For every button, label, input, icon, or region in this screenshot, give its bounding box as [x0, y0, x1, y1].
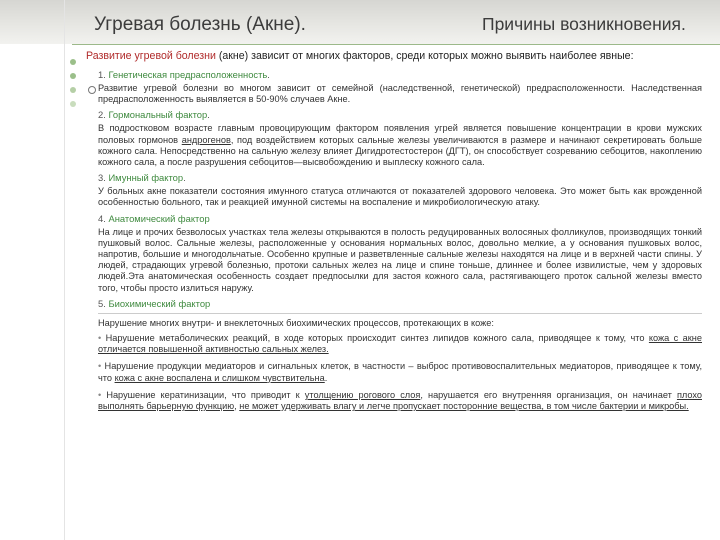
bullet-icon: • — [98, 361, 102, 372]
item-text: Нарушение кератинизации, что приводит к — [101, 389, 305, 400]
section-heading: 3. Имунный фактор. — [98, 172, 186, 184]
decorative-circles-icon — [68, 56, 78, 120]
section-biochemical — [86, 298, 702, 412]
section-number: 3. — [98, 172, 109, 184]
header-banner — [0, 0, 720, 44]
underlined-term: андрогенов — [181, 134, 231, 145]
section-paragraph: Развитие угревой болезни во многом зависит от семейной (наследственной, генетической) предрасположенности. Наследственная предрасположенность выявляется в 50-90% случаев Акне. — [98, 83, 702, 105]
section-number: 4. — [98, 212, 109, 224]
intro-highlight: Развитие угревой болезни — [86, 50, 216, 62]
bullet-icon: • — [98, 389, 102, 400]
underlined-text: кожа с акне отличается повышенной активностью сальных желез. — [98, 333, 702, 355]
section-anatomic — [86, 213, 702, 294]
section-paragraph: На лице и прочих безволосых участках тела железы открываются в полость редуцированных волосяных фолликулов, производящих тонкий пушковый волос. Сальные железы, расположенные у основания нормальных волос, довольно мелкие, а у основания пушковых волос, напротив, большие и многодольчатые. Особенно крупные и разветвленные сальные железы находятся на лице и в верхней части спины. У людей, страдающих угревой болезнью, протоки сальных желез на лице и спине тоньше, длиннее и более извилистые, чем у здоровых людей.Эта анатомическая особенность создает предпосылки для застоя кожного сала, растягивающего проток сальной железы вместо того, чтобы просто излиться наружу. — [98, 226, 702, 293]
item-text: , нарушается его внутренняя организация, он начинает — [420, 389, 677, 400]
circle-bullet-icon — [88, 86, 96, 94]
slide-subtitle: Причины возникновения. — [482, 14, 686, 34]
slide-title: Угревая болезнь (Акне). — [94, 14, 306, 35]
intro-part-b: зависит от многих факторов, среди которых можно выявить наиболее явные: — [251, 50, 634, 62]
section-title: Имунный фактор — [108, 172, 184, 184]
biochemical-box — [98, 313, 702, 412]
section-title: Генетическая предрасположенность — [108, 69, 268, 80]
item-text: Нарушение метаболических реакций, в ходе которых происходит синтез липидов кожного сала, приводящее к тому, что — [101, 333, 649, 344]
section-paragraph: Нарушение многих внутри- и внеклеточных биохимических процессов, протекающих в коже: — [98, 317, 494, 328]
left-border-line — [64, 0, 65, 540]
intro-part-a: (акне) — [215, 50, 252, 62]
underlined-text: кожа с акне воспалена и слишком чувствительна — [114, 372, 325, 383]
section-number: 5. — [98, 297, 109, 309]
section-title: Биохимический фактор — [108, 297, 211, 309]
section-number: 2. — [98, 109, 109, 121]
section-genetic — [86, 69, 702, 105]
slide-content — [86, 50, 702, 418]
section-hormonal — [86, 109, 702, 168]
underlined-text: утолщению рогового слоя — [304, 389, 421, 400]
section-immune — [86, 172, 702, 208]
item-text: Нарушение продукции медиаторов и сигнальных клеток, в частности – выброс противовоспалительных медиаторов, приводящее к тому, что — [98, 361, 702, 383]
intro-text — [86, 50, 702, 63]
list-item — [98, 390, 702, 412]
section-title: Гормональный фактор — [108, 109, 208, 121]
section-paragraph: У больных акне показатели состояния имунного статуса отличаются от показателей здорового человека. Это может быть как врожденной особенностью больного, так и реакцией имунной системы на воспаление и микробиологическую атаку. — [98, 186, 702, 208]
paragraph-part: , под воздействием которых сальные железы увеличиваются в размере и начинают секретировать больше кожного сала. Непосредственно на сальную железу влияет Дигидротестостерон (ДГТ), он способствует созреванию себоцитов, накоплению кожного сала, а после разрушения себоцитов—высвобождению и выплеску кожного сала. — [98, 134, 702, 168]
section-heading — [98, 298, 702, 310]
underlined-text: не может удерживать влагу и легче пропускает посторонние вещества, в том числе бактерии и микробы. — [239, 401, 689, 412]
header-divider — [72, 44, 720, 45]
list-item — [98, 333, 702, 355]
underlined-text: плохо выполнять барьерную функцию — [98, 389, 702, 412]
section-heading: 2. Гормональный фактор. — [98, 109, 210, 121]
section-title: Анатомический фактор — [108, 212, 210, 224]
item-text: . — [324, 372, 328, 383]
section-paragraph — [98, 123, 702, 168]
section-heading — [98, 213, 702, 225]
paragraph-part: В подростковом возрасте главным провоцирующим фактором появления угрей является повышение концентрации в крови мужских половых гормонов — [98, 123, 702, 145]
section-number: 1. — [98, 69, 109, 80]
bullet-icon: • — [98, 333, 102, 344]
item-text: , — [234, 401, 240, 412]
section-heading: 1. Генетическая предрасположенность. — [98, 69, 270, 80]
list-item — [98, 361, 702, 383]
